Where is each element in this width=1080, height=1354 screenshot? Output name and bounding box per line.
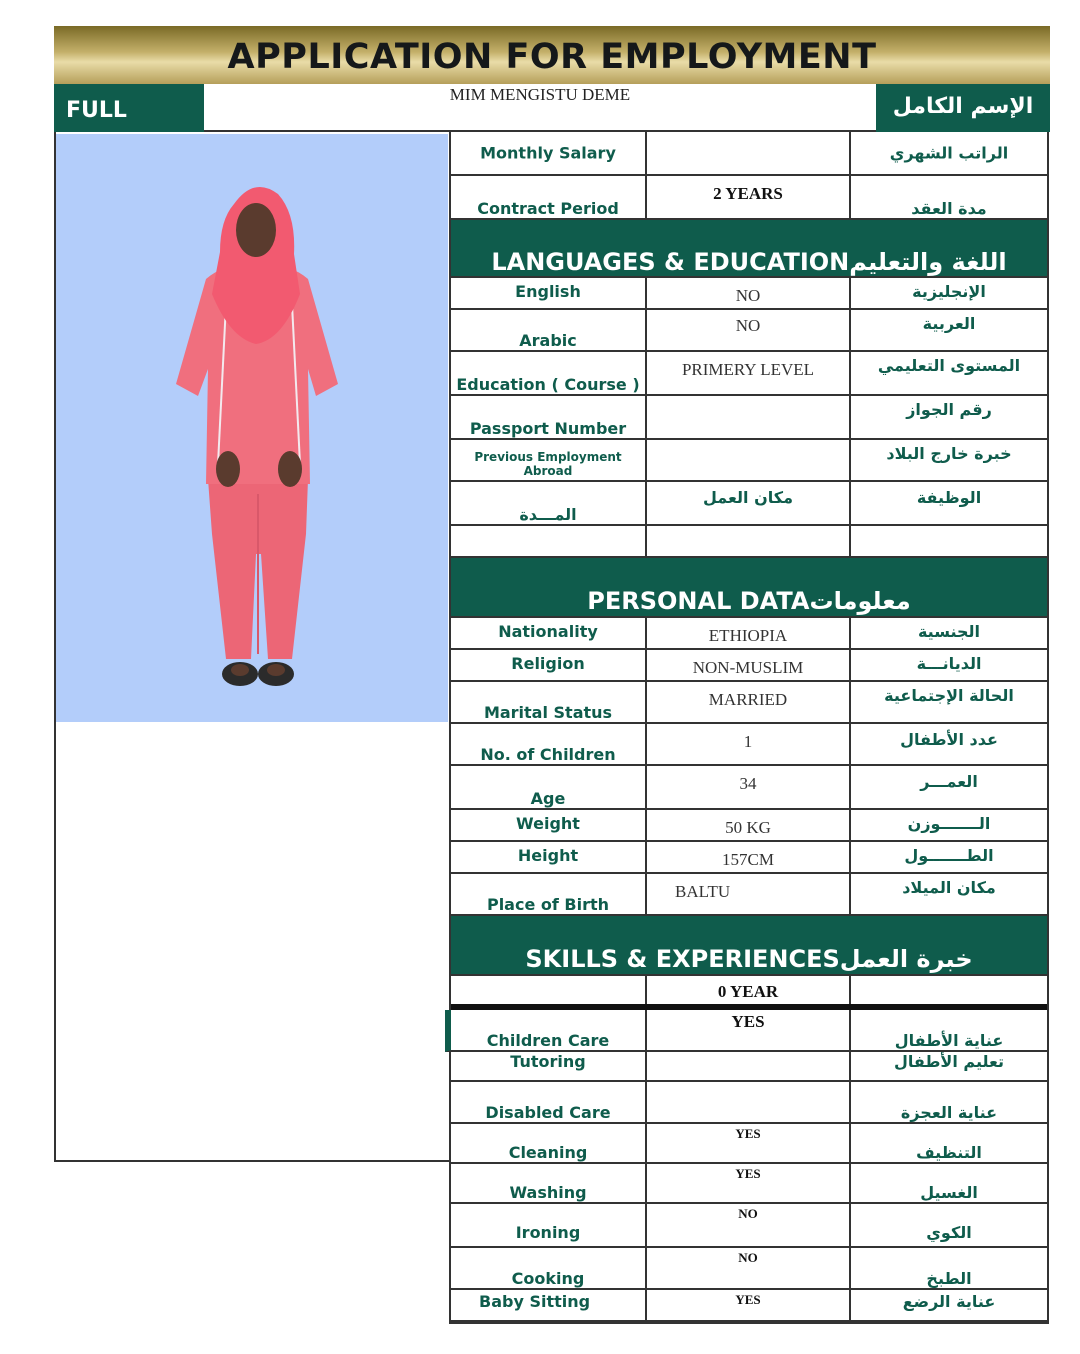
age-value: 34 xyxy=(739,774,757,793)
religion-value: NON-MUSLIM xyxy=(692,658,804,677)
section-personal-title-ar: معلومات xyxy=(809,587,911,615)
applicant-figure-icon xyxy=(56,134,448,722)
row-nationality xyxy=(451,618,1047,650)
baby-sitting-label: Baby Sitting xyxy=(479,1292,591,1311)
children-care-value: YES xyxy=(731,1012,765,1031)
passport-number-label: Passport Number xyxy=(469,419,627,438)
english-label-ar: الإنجليزية xyxy=(912,282,986,301)
disabled-care-label: Disabled Care xyxy=(485,1103,611,1122)
religion-label-ar: الديانـــة xyxy=(916,654,982,673)
row-age xyxy=(451,766,1047,810)
row-children xyxy=(451,724,1047,766)
row-children-care xyxy=(445,1010,1047,1052)
row-employment-headings xyxy=(451,482,1047,526)
section-skills-experiences xyxy=(451,916,1047,976)
row-height xyxy=(451,842,1047,874)
marital-status-label: Marital Status xyxy=(483,703,613,722)
weight-label: Weight xyxy=(516,814,580,833)
place-of-birth-label-ar: مكان الميلاد xyxy=(902,878,996,897)
nationality-label-ar: الجنسية xyxy=(917,622,981,641)
arabic-label: Arabic xyxy=(519,331,577,350)
children-care-label-ar: عناية الأطفال xyxy=(894,1031,1004,1050)
row-employment-entry xyxy=(451,526,1047,558)
cooking-label-ar: الطبخ xyxy=(926,1269,972,1288)
row-washing xyxy=(451,1164,1047,1204)
work-place-heading: مكان العمل xyxy=(703,488,793,507)
place-of-birth-label: Place of Birth xyxy=(486,895,610,914)
monthly-salary-label-ar: الراتب الشهري xyxy=(889,143,1009,163)
height-label-ar: الطـــــــول xyxy=(904,846,994,865)
weight-value: 50 KG xyxy=(725,818,771,837)
row-baby-sitting xyxy=(451,1290,1047,1322)
education-value: PRIMERY LEVEL xyxy=(681,360,815,379)
full-name-label-ar: الإسم الكامل xyxy=(876,84,1050,132)
ironing-label: Ironing xyxy=(515,1223,581,1242)
tutoring-label: Tutoring xyxy=(510,1052,586,1071)
ironing-value: NO xyxy=(738,1206,758,1221)
disabled-care-label-ar: عناية العجزة xyxy=(900,1103,998,1122)
english-label: English xyxy=(515,282,581,301)
row-arabic xyxy=(451,310,1047,352)
row-cooking xyxy=(451,1248,1047,1290)
duration-heading: المـــدة xyxy=(519,505,577,524)
full-name-label: FULL xyxy=(54,84,204,132)
applicant-photo xyxy=(56,134,448,722)
form-grid xyxy=(449,132,1049,1324)
nationality-label: Nationality xyxy=(498,622,598,641)
section-personal-data xyxy=(451,558,1047,618)
previous-employment-label-ar: خبرة خارج البلاد xyxy=(886,444,1012,463)
cooking-label: Cooking xyxy=(511,1269,585,1288)
row-place-of-birth xyxy=(451,874,1047,916)
row-marital-status xyxy=(451,682,1047,724)
cooking-value: NO xyxy=(738,1250,758,1265)
religion-label: Religion xyxy=(511,654,585,673)
arabic-value: NO xyxy=(735,316,761,335)
section-languages-title-ar: اللغة والتعليم xyxy=(849,248,1007,276)
row-passport-number xyxy=(451,396,1047,440)
row-english xyxy=(451,278,1047,310)
row-religion xyxy=(451,650,1047,682)
washing-label: Washing xyxy=(509,1183,587,1202)
section-skills-title-ar: خبرة العمل xyxy=(839,945,973,973)
children-label: No. of Children xyxy=(480,745,616,764)
row-disabled-care xyxy=(451,1082,1047,1124)
cleaning-label: Cleaning xyxy=(508,1143,588,1162)
cleaning-label-ar: التنظيف xyxy=(916,1143,982,1162)
children-value: 1 xyxy=(743,732,753,751)
children-label-ar: عدد الأطفال xyxy=(900,730,998,749)
row-ironing xyxy=(451,1204,1047,1248)
contract-period-label-ar: مدة العقد xyxy=(911,199,987,218)
age-label: Age xyxy=(530,789,566,808)
place-of-birth-value: BALTU xyxy=(675,882,731,901)
washing-value: YES xyxy=(735,1166,761,1181)
row-experience-years xyxy=(451,976,1047,1010)
cleaning-value: YES xyxy=(735,1126,761,1141)
previous-employment-label: Previous Employment Abroad xyxy=(474,450,622,478)
marital-status-label-ar: الحالة الإجتماعية xyxy=(884,686,1014,705)
row-tutoring xyxy=(451,1052,1047,1082)
weight-label-ar: الـــــــوزن xyxy=(907,814,991,833)
row-monthly-salary xyxy=(451,132,1047,176)
experience-years-value: 0 YEAR xyxy=(717,982,779,1001)
english-value: NO xyxy=(735,286,761,305)
education-label-ar: المستوى التعليمي xyxy=(877,356,1021,375)
monthly-salary-label: Monthly Salary xyxy=(480,143,616,163)
section-languages-education xyxy=(451,220,1047,278)
arabic-label-ar: العربية xyxy=(922,314,976,333)
job-title-heading: الوظيفة xyxy=(916,488,982,507)
washing-label-ar: الغسيل xyxy=(920,1183,978,1202)
baby-sitting-value: YES xyxy=(735,1292,761,1307)
row-previous-employment xyxy=(451,440,1047,482)
age-label-ar: العمـــر xyxy=(920,772,978,791)
row-weight xyxy=(451,810,1047,842)
contract-period-value: 2 YEARS xyxy=(713,184,783,203)
nationality-value: ETHIOPIA xyxy=(708,626,788,645)
ironing-label-ar: الكوي xyxy=(926,1223,972,1242)
contract-period-label: Contract Period xyxy=(477,199,619,218)
education-label: Education ( Course ) xyxy=(456,375,640,394)
section-skills-title: SKILLS & EXPERIENCES xyxy=(525,945,840,973)
row-cleaning xyxy=(451,1124,1047,1164)
marital-status-value: MARRIED xyxy=(708,690,788,709)
full-name-value: MIM MENGISTU DEME xyxy=(204,84,876,132)
section-languages-title: LANGUAGES & EDUCATION xyxy=(491,248,850,276)
baby-sitting-label-ar: عناية الرضع xyxy=(902,1292,996,1311)
passport-number-label-ar: رقم الجواز xyxy=(906,400,992,419)
row-education xyxy=(451,352,1047,396)
children-care-label: Children Care xyxy=(486,1031,610,1050)
form-title: APPLICATION FOR EMPLOYMENT xyxy=(54,26,1050,84)
tutoring-label-ar: تعليم الأطفال xyxy=(893,1052,1005,1071)
section-personal-title: PERSONAL DATA xyxy=(587,587,810,615)
height-value: 157CM xyxy=(722,850,774,869)
row-contract-period xyxy=(451,176,1047,220)
height-label: Height xyxy=(517,846,579,865)
